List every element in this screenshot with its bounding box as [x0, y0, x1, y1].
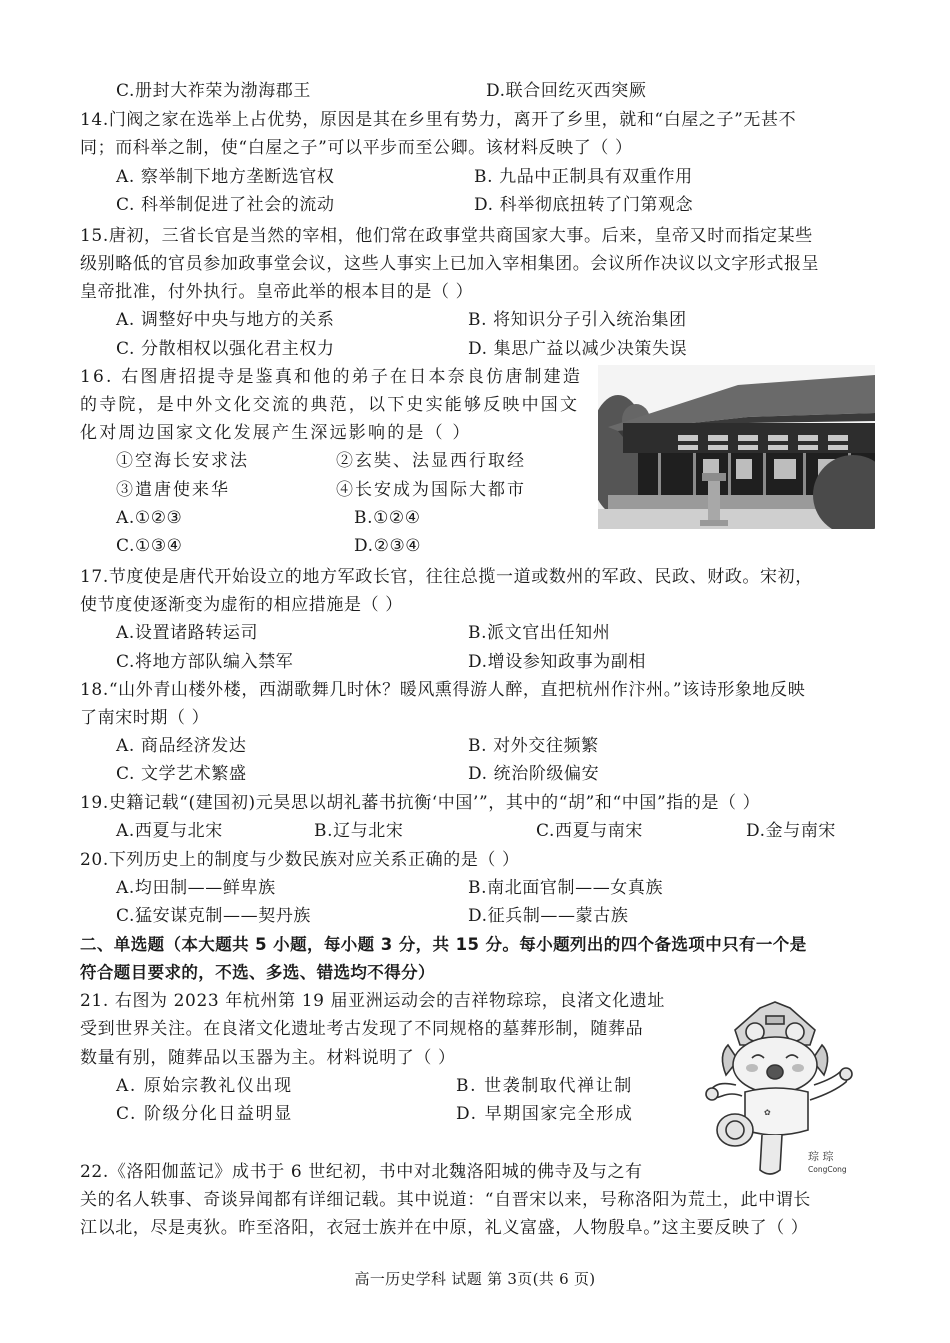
q14-option-a: A. 察举制下地方垄断选官权 — [116, 167, 335, 187]
page-footer: 高一历史学科 试题 第 3页(共 6 页) — [354, 1270, 596, 1288]
q18-option-b: B. 对外交往频繁 — [468, 736, 599, 756]
q15-stem-line-1: 15.唐初，三省长官是当然的宰相，他们常在政事堂共商国家大事。后来，皇帝又时而指定某些 — [80, 226, 813, 246]
q16-item-4: ④长安成为国际大都市 — [336, 480, 526, 500]
mascot-illustration — [700, 1000, 870, 1180]
q15-option-b: B. 将知识分子引入统治集团 — [468, 310, 687, 330]
q18-option-a: A. 商品经济发达 — [116, 736, 247, 756]
q19-stem-line-1: 19.史籍记载“(建国初)元昊思以胡礼蕃书抗衡‘中国’”，其中的“胡”和“中国”指的是（ ） — [80, 793, 761, 813]
q15-stem-line-2: 级别略低的官员参加政事堂会议，这些人事实上已加入宰相集团。会议所作决议以文字形式报呈 — [80, 254, 820, 274]
q14-option-c: C. 科举制促进了社会的流动 — [116, 195, 335, 215]
q15-option-d: D. 集思广益以减少决策失误 — [468, 339, 688, 359]
q20-option-d: D.征兵制——蒙古族 — [468, 906, 629, 926]
q17-option-d: D.增设参知政事为副相 — [468, 652, 647, 672]
q15-option-c: C. 分散相权以强化君主权力 — [116, 339, 335, 359]
mascot-caption-cn: 琮 琮 — [808, 1150, 834, 1163]
q16-option-a: A.①②③ — [116, 508, 183, 528]
q17-stem-line-1: 17.节度使是唐代开始设立的地方军政长官，往往总揽一道或数州的军政、民政、财政。宋初， — [80, 567, 813, 587]
q16-item-1: ①空海长安求法 — [116, 451, 249, 471]
q21-option-c: C. 阶级分化日益明显 — [116, 1104, 293, 1124]
q13-option-c: C.册封大祚荣为渤海郡王 — [116, 81, 312, 101]
q18-stem-line-1: 18.“山外青山楼外楼，西湖歌舞几时休？暖风熏得游人醉，直把杭州作汴州。”该诗形象地反映 — [80, 680, 806, 700]
q21-stem-line-1: 21. 右图为 2023 年杭州第 19 届亚洲运动会的吉祥物琮琮，良渚文化遗址 — [80, 991, 665, 1011]
q20-option-c: C.猛安谋克制——契丹族 — [116, 906, 312, 926]
q19-option-b: B.辽与北宋 — [314, 821, 404, 841]
q16-stem-line-2: 的寺院，是中外文化交流的典范，以下史实能够反映中国文 — [80, 395, 580, 415]
q14-option-d: D. 科举彻底扭转了门第观念 — [474, 195, 694, 215]
q16-option-d: D.②③④ — [354, 536, 422, 556]
q19-option-c: C.西夏与南宋 — [536, 821, 644, 841]
q15-option-a: A. 调整好中央与地方的关系 — [116, 310, 335, 330]
q16-stem-line-1: 16. 右图唐招提寺是鉴真和他的弟子在日本奈良仿唐制建造 — [80, 367, 583, 387]
q14-stem-line-1: 14.门阀之家在选举上占优势，原因是其在乡里有势力，离开了乡里，就和“白屋之子”无甚不 — [80, 110, 797, 130]
q19-option-a: A.西夏与北宋 — [116, 821, 223, 841]
q16-option-b: B.①②④ — [354, 508, 421, 528]
q18-option-c: C. 文学艺术繁盛 — [116, 764, 247, 784]
q17-option-a: A.设置诸路转运司 — [116, 623, 259, 643]
svg-text:✿: ✿ — [764, 1108, 771, 1117]
q13-option-d: D.联合回纥灭西突厥 — [486, 81, 647, 101]
q22-stem-line-3: 江以北，尽是夷狄。昨至洛阳，衣冠士族并在中原，礼义富盛，人物殷阜。”这主要反映了（ ） — [80, 1218, 809, 1238]
q21-option-b: B. 世袭制取代禅让制 — [456, 1076, 633, 1096]
q21-stem-line-2: 受到世界关注。在良渚文化遗址考古发现了不同规格的墓葬形制，随葬品 — [80, 1019, 644, 1039]
mascot-caption-en: CongCong — [808, 1165, 847, 1174]
q17-option-b: B.派文官出任知州 — [468, 623, 611, 643]
mascot-congcong-image — [700, 1000, 870, 1180]
q20-option-b: B.南北面官制——女真族 — [468, 878, 664, 898]
q18-option-d: D. 统治阶级偏安 — [468, 764, 600, 784]
q16-item-3: ③遣唐使来华 — [116, 480, 230, 500]
q16-item-2: ②玄奘、法显西行取经 — [336, 451, 526, 471]
q21-option-d: D. 早期国家完全形成 — [456, 1104, 634, 1124]
q21-stem-line-3: 数量有别，随葬品以玉器为主。材料说明了（ ） — [80, 1048, 456, 1068]
q16-option-c: C.①③④ — [116, 536, 183, 556]
q22-stem-line-2: 关的名人轶事、奇谈异闻都有详细记载。其中说道：“自晋宋以来，号称洛阳为荒土，此中谓长 — [80, 1190, 811, 1210]
toshodaiji-temple-image — [598, 365, 875, 529]
q20-option-a: A.均田制——鲜卑族 — [116, 878, 276, 898]
section2-heading-line-1: 二、单选题（本大题共 5 小题，每小题 3 分，共 15 分。每小题列出的四个备选项中只有一个是 — [80, 935, 807, 954]
q17-option-c: C.将地方部队编入禁军 — [116, 652, 294, 672]
section2-heading-line-2: 符合题目要求的，不选、多选、错选均不得分） — [80, 963, 435, 982]
q18-stem-line-2: 了南宋时期（ ） — [80, 708, 210, 728]
q15-stem-line-3: 皇帝批准，付外执行。皇帝此举的根本目的是（ ） — [80, 282, 474, 302]
q16-stem-line-3: 化对周边国家文化发展产生深远影响的是（ ） — [80, 423, 472, 443]
temple-photo — [598, 365, 875, 529]
q22-stem-line-1: 22.《洛阳伽蓝记》成书于 6 世纪初，书中对北魏洛阳城的佛寺及与之有 — [80, 1162, 643, 1182]
q17-stem-line-2: 使节度使逐渐变为虚衔的相应措施是（ ） — [80, 595, 403, 615]
q14-stem-line-2: 同；而科举之制，使“白屋之子”可以平步而至公卿。该材料反映了（ ） — [80, 138, 633, 158]
q21-option-a: A. 原始宗教礼仪出现 — [116, 1076, 293, 1096]
q14-option-b: B. 九品中正制具有双重作用 — [474, 167, 693, 187]
q19-option-d: D.金与南宋 — [746, 821, 837, 841]
q20-stem-line-1: 20.下列历史上的制度与少数民族对应关系正确的是（ ） — [80, 850, 520, 870]
